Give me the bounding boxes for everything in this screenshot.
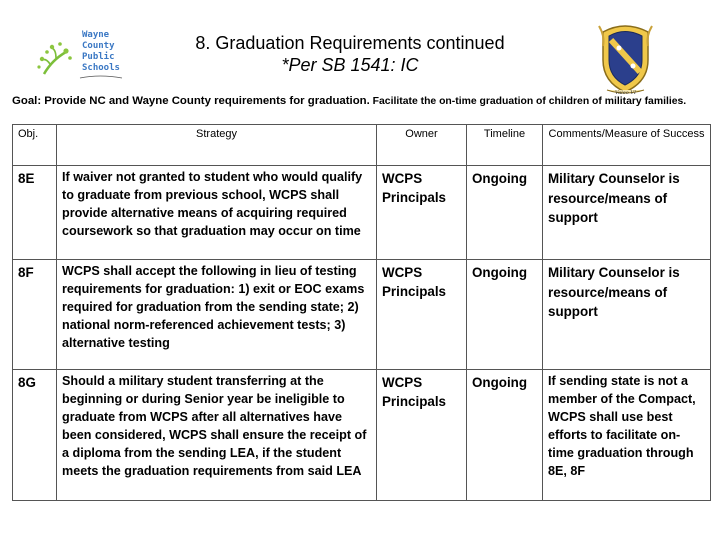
goal-detail: Facilitate the on-time graduation of children of military families. [369, 96, 687, 107]
cell-timeline: Ongoing [467, 370, 543, 501]
cell-timeline: Ongoing [467, 260, 543, 370]
logo-word-1: Wayne [82, 30, 110, 40]
table-row [13, 370, 711, 501]
cell-comments: If sending state is not a member of the Compact, WCPS shall use best efforts to facilitate on-time graduation through 8E, 8F [543, 370, 711, 501]
crest-motto: Valeo VI [615, 90, 636, 96]
cell-strategy: WCPS shall accept the following in lieu of testing requirements for graduation: 1) exit or EOC exams required for graduation from the sending state; 2) national norm-referenced achievement tests; 3) alternative testing [57, 260, 377, 370]
cell-comments: Military Counselor is resource/means of support [543, 166, 711, 260]
crest-logo [593, 20, 658, 96]
header-obj: Obj. [13, 125, 57, 166]
table-row [13, 166, 711, 260]
cell-owner: WCPS Principals [377, 370, 467, 501]
goal-statement [12, 94, 712, 109]
cell-owner: WCPS Principals [377, 260, 467, 370]
title-line-1: 8. Graduation Requirements continued [195, 33, 505, 53]
header-strategy: Strategy [57, 125, 377, 166]
cell-timeline: Ongoing [467, 166, 543, 260]
header-timeline: Timeline [467, 125, 543, 166]
title-line-2: *Per SB 1541: IC [281, 55, 419, 75]
requirements-table [12, 124, 711, 501]
cell-obj: 8G [13, 370, 57, 501]
logo-word-3: Public [82, 52, 115, 62]
cell-obj: 8F [13, 260, 57, 370]
table-header-row [13, 125, 711, 166]
cell-strategy: Should a military student transferring at the beginning or during Senior year be ineligible to graduate from WCPS after all alternatives have been considered, WCPS shall ensure the receipt of a diploma from the sending LEA, if the student meets the graduation requirements from said LEA [57, 370, 377, 501]
logo-word-4: Schools [82, 63, 120, 73]
cell-owner: WCPS Principals [377, 166, 467, 260]
logo-word-2: County [82, 41, 115, 51]
header-comments: Comments/Measure of Success [543, 125, 711, 166]
goal-main: Goal: Provide NC and Wayne County requirements for graduation. [12, 95, 370, 107]
header-owner: Owner [377, 125, 467, 166]
table-row [13, 260, 711, 370]
cell-strategy: If waiver not granted to student who would qualify to graduate from previous school, WCPS shall provide alternative means of acquiring required coursework so that graduation may occur on time [57, 166, 377, 260]
page-title [150, 32, 550, 76]
cell-comments: Military Counselor is resource/means of support [543, 260, 711, 370]
wcps-logo [30, 22, 145, 90]
cell-obj: 8E [13, 166, 57, 260]
